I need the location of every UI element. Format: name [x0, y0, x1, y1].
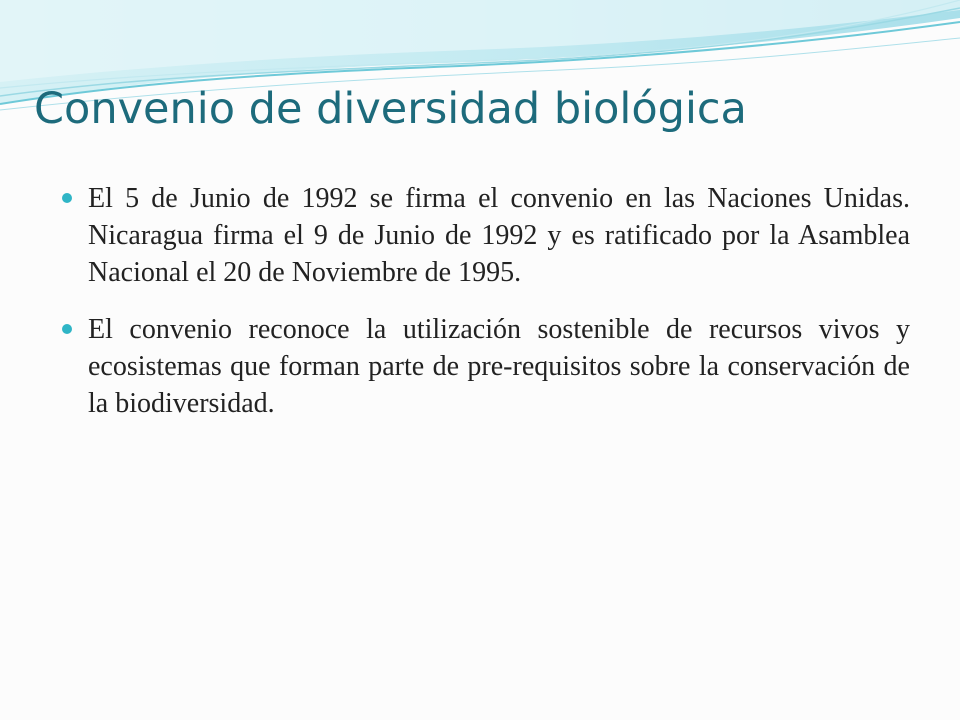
bullet-text: El 5 de Junio de 1992 se firma el convenio en las Naciones Unidas. Nicaragua firma el 9 de Junio de 1992 y es ratificado por la Asamblea Nacional el 20 de Noviembre de 1995. [88, 183, 910, 288]
bullet-icon [62, 324, 72, 334]
bullet-list [62, 180, 910, 442]
slide-title: Convenio de diversidad biológica [34, 84, 747, 134]
bullet-icon [62, 193, 72, 203]
bullet-text: El convenio reconoce la utilización sostenible de recursos vivos y ecosistemas que forman parte de pre-requisitos sobre la conservación de la biodiversidad. [88, 314, 910, 419]
list-item [62, 180, 910, 291]
list-item [62, 311, 910, 422]
